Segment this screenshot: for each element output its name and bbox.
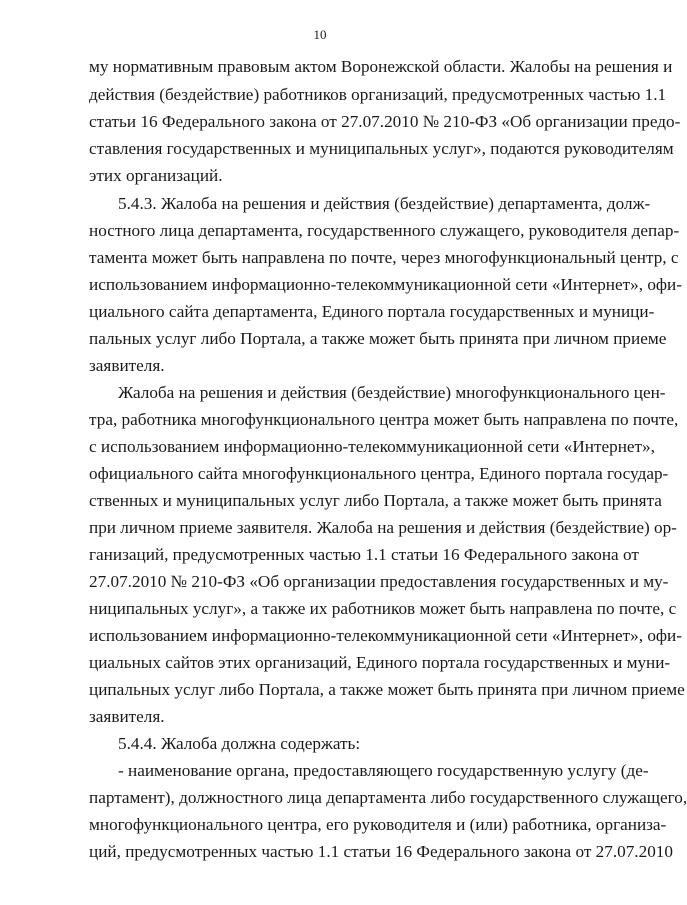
text-line: официального сайта многофункционального центра, Единого портала государ- xyxy=(89,464,669,483)
text-line: с использованием информационно-телекоммуникационной сети «Интернет», xyxy=(89,437,655,456)
text-line: многофункционального центра, его руководителя и (или) работника, организа- xyxy=(89,815,667,834)
page-number: 10 xyxy=(313,27,327,42)
text-line: использованием информационно-телекоммуникационной сети «Интернет», офи- xyxy=(89,275,682,294)
text-line: пальных услуг либо Портала, а также может быть принята при личном приеме xyxy=(89,329,667,348)
text-line: этих организаций. xyxy=(89,166,223,185)
text-line: 27.07.2010 № 210-ФЗ «Об организации предоставления государственных и му- xyxy=(89,572,669,591)
text-line: ций, предусмотренных частью 1.1 статьи 16 Федерального закона от 27.07.2010 xyxy=(89,842,673,861)
text-line: при личном приеме заявителя. Жалоба на решения и действия (бездействие) ор- xyxy=(89,518,677,537)
text-line: тра, работника многофункционального центра может быть направлена по почте, xyxy=(89,410,679,429)
text-line: ставления государственных и муниципальных услуг», подаются руководителям xyxy=(89,139,674,158)
text-line: ганизаций, предусмотренных частью 1.1 статьи 16 Федерального закона от xyxy=(89,545,639,564)
list-item-first-line: - наименование органа, предоставляющего государственную услугу (де- xyxy=(118,761,649,780)
paragraph-first-line: Жалоба на решения и действия (бездействие) многофункционального цен- xyxy=(118,383,666,402)
text-line: тамента может быть направлена по почте, через многофункциональный центр, с xyxy=(89,248,679,267)
text-line: статьи 16 Федерального закона от 27.07.2010 № 210-ФЗ «Об организации предо- xyxy=(89,112,681,131)
text-line: использованием информационно-телекоммуникационной сети «Интернет», офи- xyxy=(89,626,682,645)
text-line: ципальных услуг либо Портала, а также может быть принята при личном приеме xyxy=(89,680,685,699)
text-line: циальных сайтов этих организаций, Единого портала государственных и муни- xyxy=(89,653,671,672)
paragraph-first-line: 5.4.3. Жалоба на решения и действия (бездействие) департамента, долж- xyxy=(118,194,651,213)
text-line: партамент), должностного лица департамента либо государственного служащего, xyxy=(89,788,687,807)
text-line: му нормативным правовым актом Воронежской области. Жалобы на решения и xyxy=(89,57,673,76)
text-line: ностного лица департамента, государственного служащего, руководителя депар- xyxy=(89,221,680,240)
text-line: ственных и муниципальных услуг либо Портала, а также может быть принята xyxy=(89,491,662,510)
text-line: ниципальных услуг», а также их работников может быть направлена по почте, с xyxy=(89,599,677,618)
text-line: циального сайта департамента, Единого портала государственных и муници- xyxy=(89,302,655,321)
text-line: заявителя. xyxy=(89,356,165,375)
section-heading: 5.4.4. Жалоба должна содержать: xyxy=(118,734,361,753)
text-line: заявителя. xyxy=(89,707,165,726)
text-line: действия (бездействие) работников организаций, предусмотренных частью 1.1 xyxy=(89,85,667,104)
